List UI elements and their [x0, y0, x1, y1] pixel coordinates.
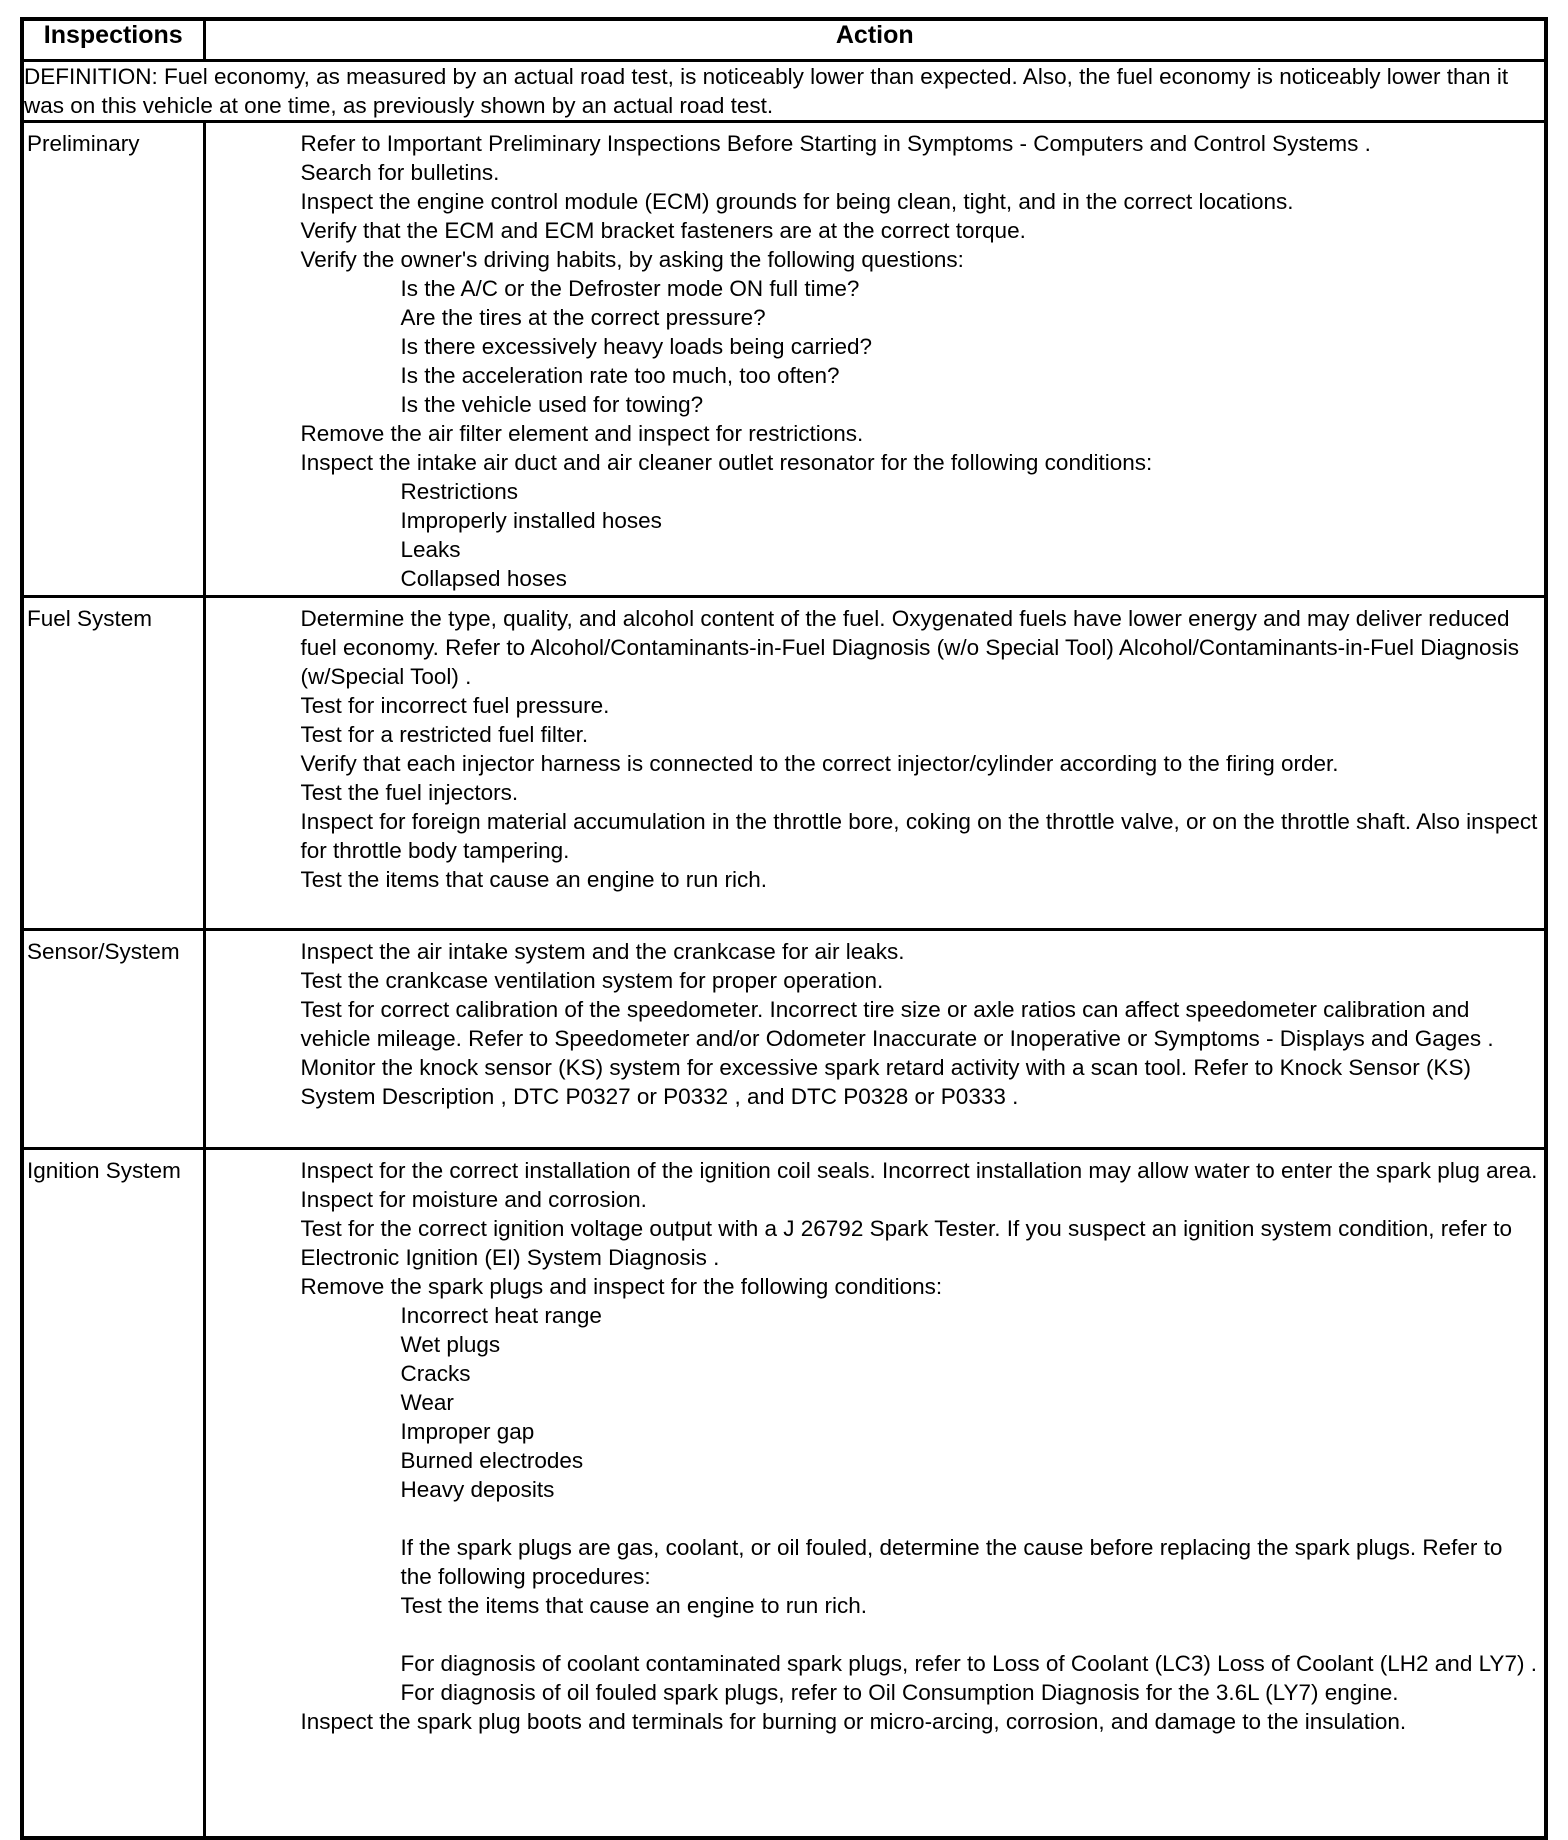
action-line: Refer to Important Preliminary Inspections Before Starting in Symptoms - Computers and Control Systems .	[300, 131, 1371, 156]
action-line: Determine the type, quality, and alcohol content of the fuel. Oxygenated fuels have lower energy and may deliver reduced fuel economy. Refer to Alcohol/Contaminants-in-Fuel Diagnosis (w/o Special Tool) Alcohol/Contaminants-in-Fuel Diagnosis (w/Special Tool) .	[300, 606, 1526, 689]
action-cell	[204, 122, 1546, 597]
action-line: Incorrect heat range	[400, 1303, 602, 1328]
action-line: Wet plugs	[400, 1332, 501, 1357]
action-line: Test the items that cause an engine to run rich.	[300, 867, 768, 892]
action-cell	[204, 1149, 1546, 1839]
spacer	[401, 1620, 1539, 1649]
action-line: Wear	[400, 1390, 454, 1415]
row-sensor-system	[22, 930, 1546, 1149]
action-line: Test for the correct ignition voltage output with a J 26792 Spark Tester. If you suspect an ignition system condition, refer to Electronic Ignition (EI) System Diagnosis .	[300, 1216, 1519, 1270]
action-line: Test for incorrect fuel pressure.	[300, 693, 610, 718]
action-line: Are the tires at the correct pressure?	[400, 305, 766, 330]
action-line: Remove the air filter element and inspect for restrictions.	[300, 421, 864, 446]
row-label: Ignition System	[22, 1149, 204, 1839]
action-line: Test the crankcase ventilation system for proper operation.	[300, 968, 884, 993]
action-line: Test the items that cause an engine to run rich.	[400, 1593, 868, 1618]
action-line: Verify that the ECM and ECM bracket fasteners are at the correct torque.	[300, 218, 1026, 243]
inspection-table	[20, 17, 1548, 1840]
definition-row	[22, 61, 1546, 122]
row-fuel-system	[22, 597, 1546, 930]
action-line: Inspect for foreign material accumulation in the throttle bore, coking on the throttle valve, or on the throttle shaft. Also inspect for throttle body tampering.	[300, 809, 1544, 863]
action-line: Is the vehicle used for towing?	[400, 392, 704, 417]
action-line: Test for a restricted fuel filter.	[300, 722, 589, 747]
action-line: Collapsed hoses	[400, 566, 567, 591]
action-line: Monitor the knock sensor (KS) system for excessive spark retard activity with a scan tool. Refer to Knock Sensor (KS) System Description , DTC P0327 or P0332 , and DTC P0328 or P0333 .	[300, 1055, 1478, 1109]
action-line: Restrictions	[400, 479, 519, 504]
action-line: Heavy deposits	[400, 1477, 555, 1502]
action-line: Burned electrodes	[400, 1448, 584, 1473]
spacer	[401, 1504, 1539, 1533]
action-line: Inspect the intake air duct and air cleaner outlet resonator for the following conditions:	[300, 450, 1153, 475]
action-cell	[204, 597, 1546, 930]
action-line: Leaks	[400, 537, 461, 562]
action-line: Inspect the air intake system and the crankcase for air leaks.	[300, 939, 905, 964]
action-line: Test for correct calibration of the speedometer. Incorrect tire size or axle ratios can affect speedometer calibration and vehicle mileage. Refer to Speedometer and/or Odometer Inaccurate or Inoperative or Symptoms - Displays and Gages .	[300, 997, 1494, 1051]
action-line: Verify that each injector harness is connected to the correct injector/cylinder according to the firing order.	[300, 751, 1339, 776]
action-line: Is the A/C or the Defroster mode ON full time?	[400, 276, 860, 301]
header-action: Action	[204, 19, 1546, 61]
row-ignition-system	[22, 1149, 1546, 1839]
action-line: For diagnosis of coolant contaminated spark plugs, refer to Loss of Coolant (LC3) Loss of Coolant (LH2 and LY7) .	[400, 1651, 1537, 1676]
action-line: Is there excessively heavy loads being carried?	[400, 334, 873, 359]
action-line: Is the acceleration rate too much, too often?	[400, 363, 840, 388]
action-line: For diagnosis of oil fouled spark plugs, refer to Oil Consumption Diagnosis for the 3.6L (LY7) engine.	[400, 1680, 1399, 1705]
action-line: Inspect the engine control module (ECM) grounds for being clean, tight, and in the correct locations.	[300, 189, 1294, 214]
action-line: Improper gap	[400, 1419, 535, 1444]
action-line: Verify the owner's driving habits, by asking the following questions:	[300, 247, 964, 272]
header-inspections: Inspections	[22, 19, 204, 61]
definition-text: DEFINITION: Fuel economy, as measured by an actual road test, is noticeably lower than expected. Also, the fuel economy is noticeably lower than it was on this vehicle at one time, as previously shown by an actual road test.	[22, 61, 1546, 122]
action-line: Inspect for the correct installation of the ignition coil seals. Incorrect installation may allow water to enter the spark plug area. Inspect for moisture and corrosion.	[300, 1158, 1544, 1212]
header-row	[22, 19, 1546, 61]
action-line: Remove the spark plugs and inspect for the following conditions:	[300, 1274, 943, 1299]
action-cell	[204, 930, 1546, 1149]
action-line: Cracks	[400, 1361, 471, 1386]
action-line: Improperly installed hoses	[400, 508, 662, 533]
row-label: Sensor/System	[22, 930, 204, 1149]
action-line: Search for bulletins.	[300, 160, 500, 185]
row-preliminary	[22, 122, 1546, 597]
action-line: Inspect the spark plug boots and terminals for burning or micro-arcing, corrosion, and damage to the insulation.	[300, 1709, 1407, 1734]
row-label: Fuel System	[22, 597, 204, 930]
action-line: If the spark plugs are gas, coolant, or oil fouled, determine the cause before replacing the spark plugs. Refer to the following procedures:	[400, 1535, 1509, 1589]
row-label: Preliminary	[22, 122, 204, 597]
action-line: Test the fuel injectors.	[300, 780, 519, 805]
